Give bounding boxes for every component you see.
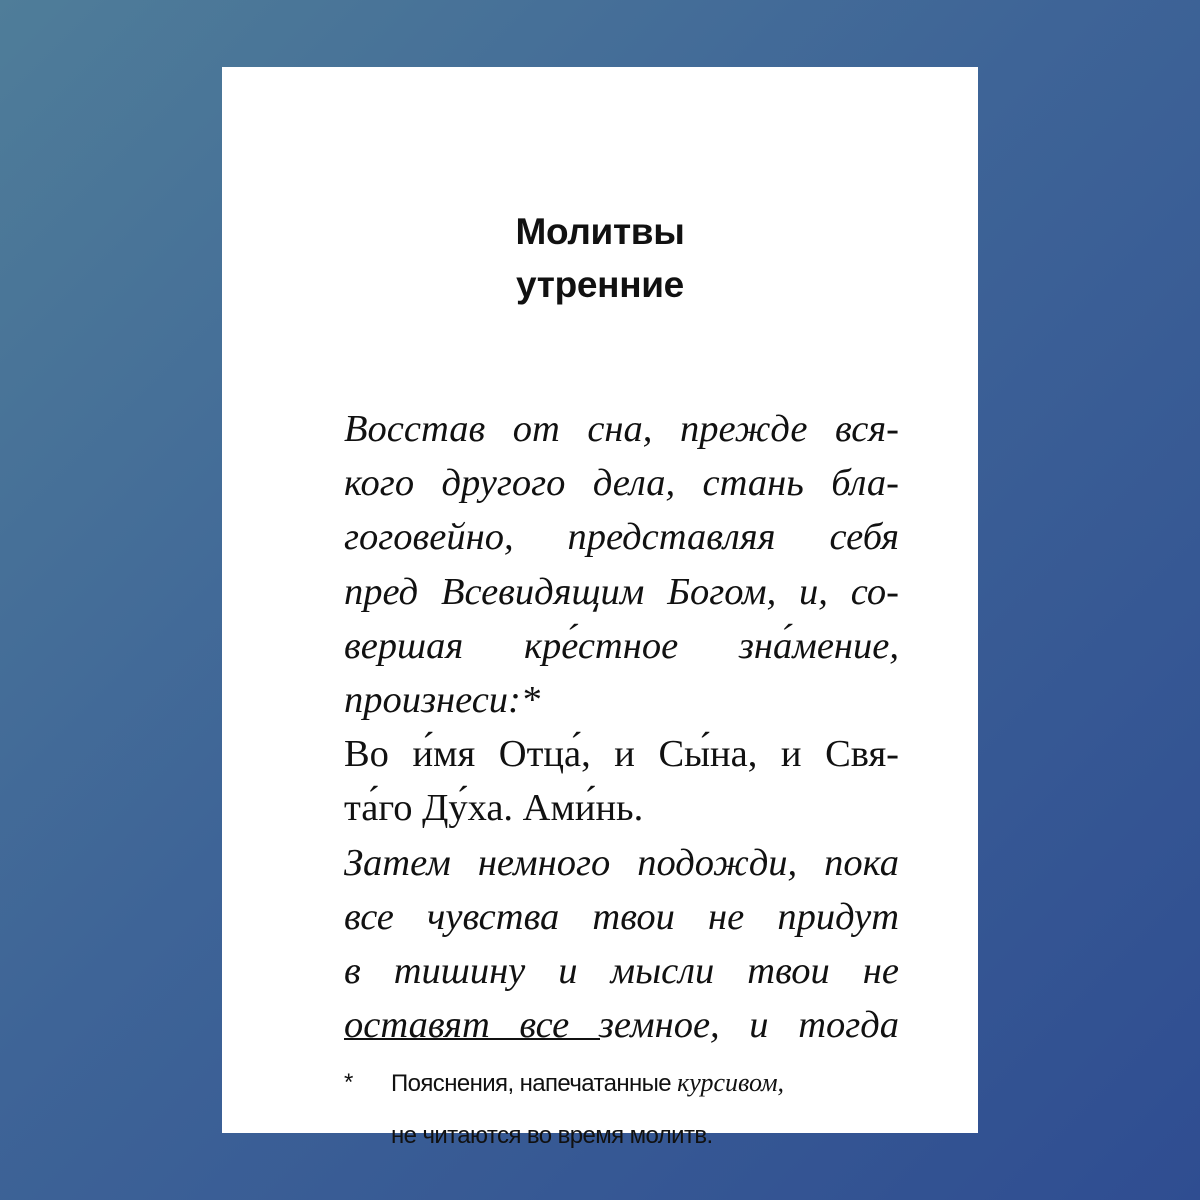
footnote-text — [391, 1057, 784, 1162]
footnote-italic-word: курсивом, — [677, 1068, 785, 1097]
instruction-line: Восстав от сна, прежде вся- — [344, 408, 899, 450]
prayer-body — [344, 402, 899, 1052]
instruction-line: кого другого дела, стань бла- — [344, 462, 899, 505]
prayer-line: Во и́мя Отца́, и Сы́на, и Свя- — [344, 733, 899, 776]
instruction-line: произнеси:* — [344, 679, 541, 722]
book-page — [222, 67, 978, 1149]
prayer-line: та́го Ду́ха. Ами́нь. — [344, 787, 644, 830]
instruction-line: вершая кре́стное зна́мение, — [344, 624, 899, 667]
page-title — [222, 205, 978, 311]
title-line-2: утренние — [516, 264, 684, 305]
title-line-1: Молитвы — [515, 211, 685, 252]
instruction-line: все чувства твои не придут — [344, 895, 899, 938]
instruction-line: в тишину и мысли твои не — [344, 950, 899, 993]
footnote-text-part: Пояснения, напечатанные — [391, 1070, 678, 1097]
footnote-divider — [344, 1038, 600, 1040]
footnote-mark: * — [344, 1069, 353, 1096]
instruction-line: пред Всевидящим Богом, и, со- — [344, 570, 899, 613]
instruction-line: Затем немного подожди, пока — [344, 841, 899, 884]
instruction-line: оставят все земное, и тогда — [344, 1004, 899, 1047]
instruction-line: гоговейно, представляя себя — [344, 516, 899, 559]
footnote-text-line-2: не читаются во время молитв. — [391, 1122, 713, 1149]
